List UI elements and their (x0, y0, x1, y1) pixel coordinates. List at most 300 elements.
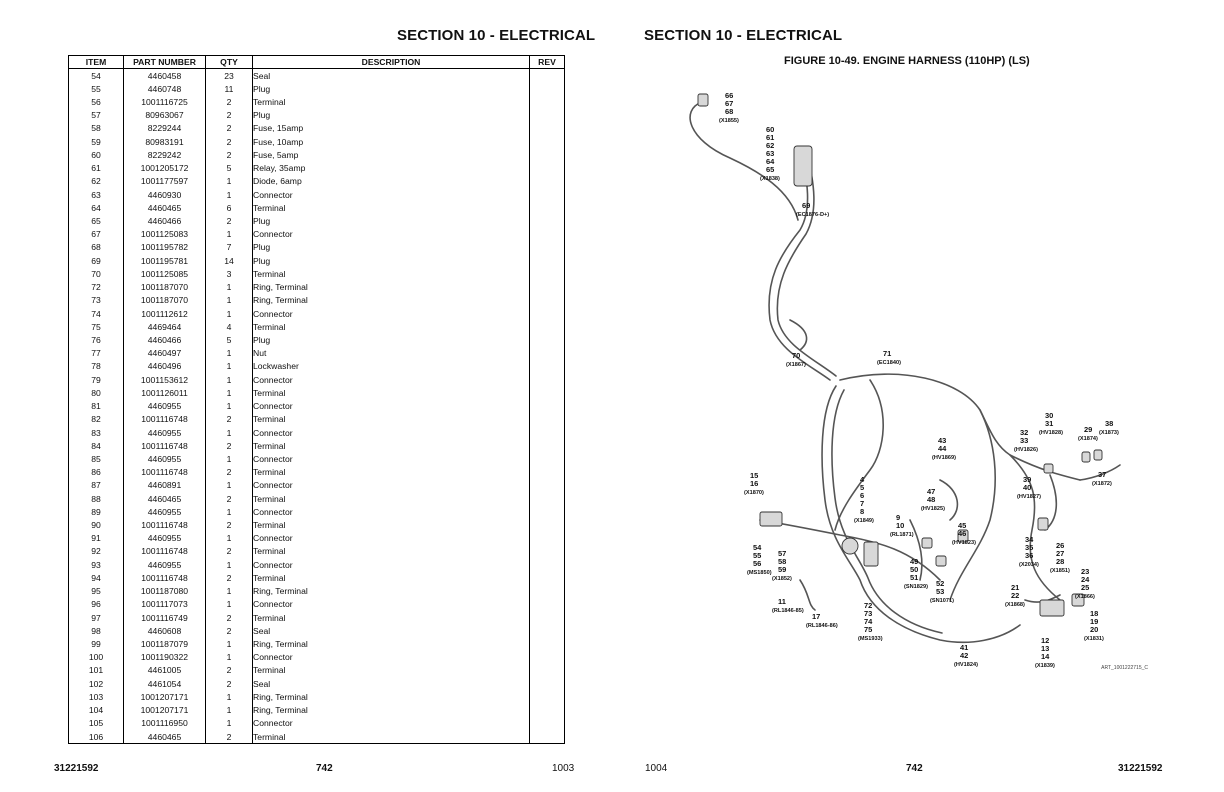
qty-cell: 1 (206, 228, 253, 241)
callout-label (747, 543, 772, 576)
rev-cell (530, 333, 565, 346)
callout-connector-code: (X1838) (760, 176, 780, 182)
table-row (69, 413, 565, 426)
rev-cell (530, 466, 565, 479)
sensor-sn1829 (922, 538, 932, 548)
description-cell: Terminal (253, 571, 530, 584)
callout-item-number: 71 (883, 349, 892, 358)
callout-connector-code: (RL1871) (890, 532, 914, 538)
callout-item-number: 33 (1020, 436, 1029, 445)
callout-connector-code: (X1852) (772, 576, 792, 582)
part-number-cell: 1001177597 (124, 175, 206, 188)
table-row (69, 611, 565, 624)
rev-cell (530, 518, 565, 531)
table-row (69, 598, 565, 611)
callout-item-number: 25 (1081, 583, 1090, 592)
description-cell: Terminal (253, 611, 530, 624)
part-number-cell: 4460955 (124, 452, 206, 465)
table-row (69, 175, 565, 188)
item-cell: 54 (69, 69, 124, 83)
callout-item-number: 62 (766, 141, 775, 150)
callout-label (952, 521, 976, 546)
part-number-cell: 1001116748 (124, 413, 206, 426)
wire-right-drop (1010, 455, 1060, 600)
item-cell: 69 (69, 254, 124, 267)
description-cell: Terminal (253, 730, 530, 744)
table-row (69, 518, 565, 531)
item-cell: 64 (69, 201, 124, 214)
qty-cell: 1 (206, 558, 253, 571)
left-center-page: 742 (316, 763, 333, 774)
callout-item-number: 73 (864, 609, 873, 618)
item-cell: 59 (69, 135, 124, 148)
rev-cell (530, 452, 565, 465)
item-cell: 84 (69, 439, 124, 452)
part-number-cell: 1001116725 (124, 95, 206, 108)
rev-cell (530, 82, 565, 95)
callout-connector-code: (X1867) (786, 362, 806, 368)
col-header-part-number: PART NUMBER (124, 56, 206, 69)
part-number-cell: 4460608 (124, 624, 206, 637)
callout-item-number: 22 (1011, 591, 1020, 600)
callout-connector-code: (MS1850) (747, 570, 772, 576)
callout-label (1084, 609, 1104, 642)
table-row (69, 148, 565, 161)
description-cell: Connector (253, 532, 530, 545)
right-page-number: 1004 (645, 763, 668, 774)
callout-connector-code: (X1851) (1050, 568, 1070, 574)
rev-cell (530, 704, 565, 717)
table-row (69, 545, 565, 558)
callout-connector-code: (X1872) (1092, 481, 1112, 487)
table-row (69, 585, 565, 598)
callout-item-number: 23 (1081, 567, 1090, 576)
table-row (69, 162, 565, 175)
callout-item-number: 47 (927, 487, 936, 496)
callout-label (877, 349, 901, 366)
rev-cell (530, 545, 565, 558)
rev-cell (530, 373, 565, 386)
diagram-callouts (719, 91, 1119, 669)
item-cell: 93 (69, 558, 124, 571)
rev-cell (530, 281, 565, 294)
item-cell: 91 (69, 532, 124, 545)
callout-label (744, 471, 764, 496)
description-cell: Connector (253, 307, 530, 320)
part-number-cell: 1001116748 (124, 571, 206, 584)
connector-x2034 (1038, 518, 1048, 530)
description-cell: Ring, Terminal (253, 637, 530, 650)
part-number-cell: 4460955 (124, 399, 206, 412)
qty-cell: 23 (206, 69, 253, 83)
callout-item-number: 49 (910, 557, 919, 566)
table-row (69, 307, 565, 320)
table-row (69, 505, 565, 518)
callout-connector-code: (EC1840) (877, 360, 901, 366)
callout-label (854, 475, 874, 524)
table-row (69, 228, 565, 241)
table-row (69, 492, 565, 505)
part-number-cell: 4460497 (124, 347, 206, 360)
part-number-cell: 1001207171 (124, 704, 206, 717)
callout-connector-code: (X1868) (1005, 602, 1025, 608)
rev-cell (530, 241, 565, 254)
item-cell: 75 (69, 320, 124, 333)
callout-label (772, 597, 804, 614)
callout-label (1035, 636, 1055, 669)
parts-table (68, 55, 565, 744)
description-cell: Terminal (253, 95, 530, 108)
description-cell: Seal (253, 69, 530, 83)
description-cell: Seal (253, 677, 530, 690)
qty-cell: 1 (206, 373, 253, 386)
callout-label (1078, 425, 1098, 442)
callout-item-number: 54 (753, 543, 762, 552)
item-cell: 77 (69, 347, 124, 360)
callout-label (954, 643, 978, 668)
callout-item-number: 30 (1045, 411, 1054, 420)
callout-connector-code: (HV1825) (921, 506, 945, 512)
callout-label (932, 436, 956, 461)
table-row (69, 637, 565, 650)
item-cell: 62 (69, 175, 124, 188)
callout-item-number: 18 (1090, 609, 1099, 618)
rev-cell (530, 162, 565, 175)
description-cell: Terminal (253, 545, 530, 558)
callout-item-number: 70 (792, 351, 801, 360)
rev-cell (530, 188, 565, 201)
callout-item-number: 32 (1020, 428, 1029, 437)
callout-connector-code: (SN1829) (904, 584, 928, 590)
qty-cell: 1 (206, 294, 253, 307)
qty-cell: 2 (206, 545, 253, 558)
connector-x1868 (1040, 600, 1064, 616)
rev-cell (530, 254, 565, 267)
description-cell: Connector (253, 651, 530, 664)
part-number-cell: 1001116950 (124, 717, 206, 730)
callout-item-number: 57 (778, 549, 787, 558)
part-number-cell: 80963067 (124, 109, 206, 122)
table-row (69, 399, 565, 412)
table-row (69, 95, 565, 108)
callout-item-number: 43 (938, 436, 947, 445)
callout-item-number: 55 (753, 551, 762, 560)
connector-x1849 (842, 538, 858, 554)
qty-cell: 1 (206, 307, 253, 320)
rev-cell (530, 492, 565, 505)
callout-item-number: 11 (778, 597, 786, 606)
callout-item-number: 61 (766, 133, 775, 142)
description-cell: Connector (253, 452, 530, 465)
callout-item-number: 40 (1023, 483, 1032, 492)
qty-cell: 1 (206, 281, 253, 294)
callout-item-number: 69 (802, 201, 811, 210)
callout-item-number: 29 (1084, 425, 1093, 434)
rev-cell (530, 479, 565, 492)
item-cell: 57 (69, 109, 124, 122)
figure-title: FIGURE 10-49. ENGINE HARNESS (110HP) (LS) (784, 55, 1030, 67)
callout-label (772, 549, 792, 582)
qty-cell: 7 (206, 241, 253, 254)
part-number-cell: 1001126011 (124, 386, 206, 399)
table-row (69, 717, 565, 730)
col-header-rev: REV (530, 56, 565, 69)
rev-cell (530, 439, 565, 452)
callout-item-number: 35 (1025, 543, 1034, 552)
table-row (69, 730, 565, 744)
callout-connector-code: (EC1876-D+) (796, 212, 830, 218)
callout-connector-code: (RL1846-86) (806, 623, 838, 629)
callout-item-number: 12 (1041, 636, 1050, 645)
callout-item-number: 38 (1105, 419, 1114, 428)
rev-cell (530, 175, 565, 188)
part-number-cell: 4461005 (124, 664, 206, 677)
qty-cell: 2 (206, 677, 253, 690)
table-row (69, 188, 565, 201)
connector-x1870 (760, 512, 782, 526)
part-number-cell: 1001190322 (124, 651, 206, 664)
callout-item-number: 19 (1090, 617, 1099, 626)
table-row (69, 135, 565, 148)
description-cell: Nut (253, 347, 530, 360)
description-cell: Connector (253, 373, 530, 386)
item-cell: 81 (69, 399, 124, 412)
table-row (69, 704, 565, 717)
table-row (69, 360, 565, 373)
table-row (69, 333, 565, 346)
part-number-cell: 1001125085 (124, 267, 206, 280)
right-center-page: 742 (906, 763, 923, 774)
part-number-cell: 4460955 (124, 505, 206, 518)
item-cell: 88 (69, 492, 124, 505)
item-cell: 96 (69, 598, 124, 611)
table-row (69, 452, 565, 465)
callout-label (1017, 475, 1041, 500)
table-row (69, 122, 565, 135)
part-number-cell: 1001187070 (124, 281, 206, 294)
callout-item-number: 4 (860, 475, 865, 484)
callout-connector-code: (X1855) (719, 118, 739, 124)
rev-cell (530, 122, 565, 135)
item-cell: 56 (69, 95, 124, 108)
part-number-cell: 4469464 (124, 320, 206, 333)
item-cell: 105 (69, 717, 124, 730)
qty-cell: 5 (206, 333, 253, 346)
qty-cell: 1 (206, 386, 253, 399)
qty-cell: 4 (206, 320, 253, 333)
description-cell: Terminal (253, 201, 530, 214)
callout-item-number: 51 (910, 573, 919, 582)
description-cell: Relay, 35amp (253, 162, 530, 175)
part-number-cell: 4460465 (124, 201, 206, 214)
part-number-cell: 1001116748 (124, 518, 206, 531)
callout-label (1050, 541, 1070, 574)
qty-cell: 2 (206, 518, 253, 531)
description-cell: Ring, Terminal (253, 294, 530, 307)
item-cell: 90 (69, 518, 124, 531)
table-row (69, 386, 565, 399)
rev-cell (530, 201, 565, 214)
rev-cell (530, 413, 565, 426)
description-cell: Connector (253, 717, 530, 730)
callout-connector-code: (X1831) (1084, 636, 1104, 642)
rev-cell (530, 399, 565, 412)
callout-item-number: 60 (766, 125, 775, 134)
description-cell: Lockwasher (253, 360, 530, 373)
qty-cell: 1 (206, 347, 253, 360)
table-row (69, 651, 565, 664)
rev-cell (530, 307, 565, 320)
table-row (69, 664, 565, 677)
part-number-cell: 4461054 (124, 677, 206, 690)
part-number-cell: 1001117073 (124, 598, 206, 611)
rev-cell (530, 505, 565, 518)
item-cell: 60 (69, 148, 124, 161)
description-cell: Plug (253, 82, 530, 95)
qty-cell: 6 (206, 201, 253, 214)
wire-x1867 (790, 320, 807, 350)
item-cell: 104 (69, 704, 124, 717)
part-number-cell: 4460458 (124, 69, 206, 83)
rev-cell (530, 228, 565, 241)
part-number-cell: 1001116748 (124, 466, 206, 479)
description-cell: Connector (253, 479, 530, 492)
item-cell: 82 (69, 413, 124, 426)
callout-label (1039, 411, 1063, 436)
qty-cell: 1 (206, 360, 253, 373)
table-row (69, 558, 565, 571)
item-cell: 100 (69, 651, 124, 664)
description-cell: Connector (253, 505, 530, 518)
table-row (69, 281, 565, 294)
part-number-cell: 80983191 (124, 135, 206, 148)
callout-item-number: 52 (936, 579, 945, 588)
callout-item-number: 13 (1041, 644, 1050, 653)
callout-item-number: 66 (725, 91, 734, 100)
rev-cell (530, 558, 565, 571)
part-number-cell: 1001187080 (124, 585, 206, 598)
qty-cell: 2 (206, 624, 253, 637)
callout-item-number: 75 (864, 625, 873, 634)
callout-connector-code: (RL1846-85) (772, 608, 804, 614)
part-number-cell: 4460930 (124, 188, 206, 201)
table-row (69, 241, 565, 254)
table-row (69, 69, 565, 83)
rev-cell (530, 320, 565, 333)
description-cell: Connector (253, 228, 530, 241)
callout-item-number: 64 (766, 157, 775, 166)
relay-rl1871 (864, 542, 878, 566)
callout-label (760, 125, 780, 182)
item-cell: 87 (69, 479, 124, 492)
callout-item-number: 42 (960, 651, 969, 660)
callout-label (1099, 419, 1119, 436)
connector-x1873 (1094, 450, 1102, 460)
qty-cell: 1 (206, 690, 253, 703)
item-cell: 79 (69, 373, 124, 386)
item-cell: 85 (69, 452, 124, 465)
description-cell: Plug (253, 241, 530, 254)
callout-label (1019, 535, 1039, 568)
part-number-cell: 1001116748 (124, 439, 206, 452)
qty-cell: 1 (206, 479, 253, 492)
part-number-cell: 4460466 (124, 214, 206, 227)
item-cell: 95 (69, 585, 124, 598)
rev-cell (530, 214, 565, 227)
description-cell: Terminal (253, 492, 530, 505)
rev-cell (530, 677, 565, 690)
part-number-cell: 1001116748 (124, 545, 206, 558)
table-row (69, 624, 565, 637)
callout-item-number: 21 (1011, 583, 1020, 592)
qty-cell: 5 (206, 162, 253, 175)
qty-cell: 1 (206, 188, 253, 201)
callout-connector-code: (HV1828) (1039, 430, 1063, 436)
item-cell: 103 (69, 690, 124, 703)
rev-cell (530, 69, 565, 83)
qty-cell: 2 (206, 135, 253, 148)
callout-connector-code: (X2034) (1019, 562, 1039, 568)
item-cell: 73 (69, 294, 124, 307)
table-row (69, 479, 565, 492)
callout-item-number: 15 (750, 471, 759, 480)
description-cell: Plug (253, 109, 530, 122)
part-number-cell: 1001116749 (124, 611, 206, 624)
callout-item-number: 65 (766, 165, 775, 174)
rev-cell (530, 426, 565, 439)
rev-cell (530, 109, 565, 122)
description-cell: Terminal (253, 518, 530, 531)
qty-cell: 2 (206, 730, 253, 744)
rev-cell (530, 598, 565, 611)
rev-cell (530, 571, 565, 584)
part-number-cell: 4460465 (124, 492, 206, 505)
callout-item-number: 24 (1081, 575, 1090, 584)
callout-item-number: 59 (778, 565, 787, 574)
table-row (69, 294, 565, 307)
part-number-cell: 4460955 (124, 558, 206, 571)
qty-cell: 1 (206, 585, 253, 598)
description-cell: Terminal (253, 466, 530, 479)
description-cell: Terminal (253, 439, 530, 452)
item-cell: 78 (69, 360, 124, 373)
qty-cell: 1 (206, 426, 253, 439)
part-number-cell: 8229244 (124, 122, 206, 135)
description-cell: Plug (253, 254, 530, 267)
description-cell: Terminal (253, 267, 530, 280)
right-section-title: SECTION 10 - ELECTRICAL (644, 27, 843, 44)
qty-cell: 1 (206, 505, 253, 518)
item-cell: 106 (69, 730, 124, 744)
item-cell: 80 (69, 386, 124, 399)
description-cell: Connector (253, 399, 530, 412)
callout-item-number: 26 (1056, 541, 1065, 550)
rev-cell (530, 730, 565, 744)
callout-item-number: 50 (910, 565, 919, 574)
qty-cell: 2 (206, 664, 253, 677)
item-cell: 92 (69, 545, 124, 558)
rev-cell (530, 135, 565, 148)
item-cell: 55 (69, 82, 124, 95)
callout-label (1092, 470, 1112, 487)
part-number-cell: 4460466 (124, 333, 206, 346)
item-cell: 61 (69, 162, 124, 175)
table-row (69, 466, 565, 479)
callout-item-number: 48 (927, 495, 936, 504)
callout-item-number: 53 (936, 587, 945, 596)
table-row (69, 347, 565, 360)
callout-item-number: 16 (750, 479, 759, 488)
